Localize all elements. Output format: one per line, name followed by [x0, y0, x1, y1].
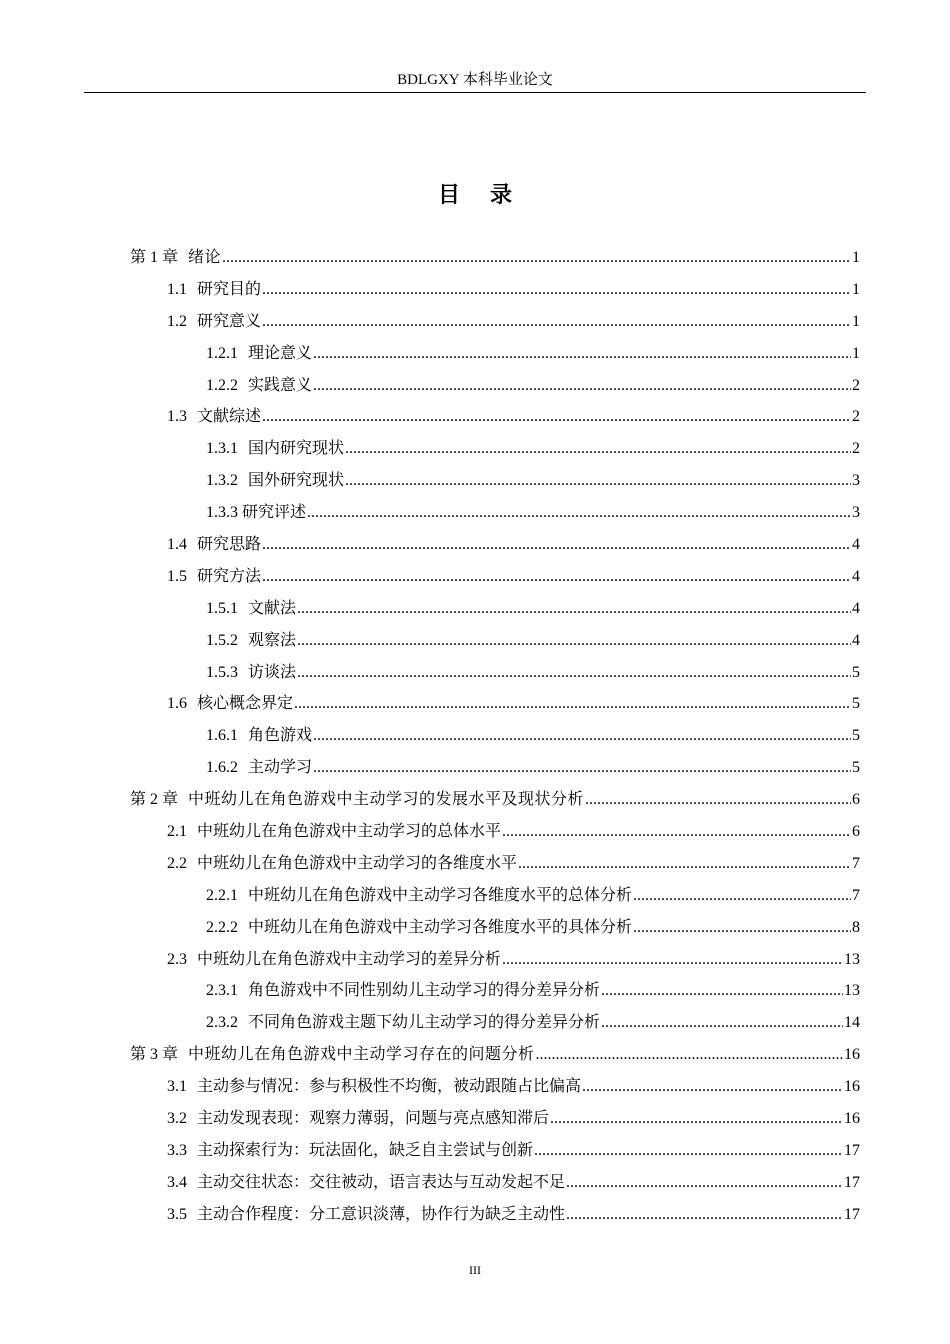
toc-entry-page: 16 [844, 1110, 860, 1128]
toc-entry[interactable] [130, 561, 860, 593]
toc-entry-number: 1.3.1 [206, 440, 238, 458]
toc-entry-page: 16 [844, 1046, 860, 1064]
toc-entry-title: 中班幼儿在角色游戏中主动学习各维度水平的总体分析 [248, 886, 633, 904]
toc-dot-leader [502, 944, 843, 976]
toc-entry[interactable] [130, 975, 860, 1007]
toc-entry[interactable] [130, 1039, 860, 1071]
toc-entry-title: 研究评述 [242, 504, 307, 522]
toc-entry[interactable] [130, 529, 860, 561]
toc-dot-leader [297, 625, 851, 657]
toc-dot-leader [518, 848, 851, 880]
toc-entry-title: 主动学习 [248, 759, 313, 777]
toc-entry-number: 第 3 章 [130, 1046, 179, 1064]
toc-entry-title: 绪论 [188, 249, 222, 266]
toc-entry-title: 中班幼儿在角色游戏中主动学习的总体水平 [197, 823, 502, 841]
toc-dot-leader [633, 912, 851, 944]
toc-entry-page: 13 [844, 950, 860, 968]
toc-entry-number: 1.2.1 [206, 344, 238, 362]
toc-dot-leader [313, 370, 851, 402]
toc-entry[interactable] [130, 688, 860, 720]
toc-entry-number: 1.6 [167, 695, 187, 713]
toc-entry-page: 17 [844, 1173, 860, 1191]
toc-entry-number: 2.2.1 [206, 886, 238, 904]
toc-entry-page: 1 [852, 280, 860, 298]
toc-entry-title: 主动探索行为：玩法固化，缺乏自主尝试与创新 [197, 1141, 534, 1159]
header-rule [84, 92, 866, 93]
running-header: BDLGXY 本科毕业论文 [397, 72, 553, 88]
toc-entry-number: 1.2.2 [206, 376, 238, 394]
toc-entry[interactable] [130, 433, 860, 465]
toc-entry-number: 1.6.2 [206, 759, 238, 777]
toc-entry-page: 5 [852, 663, 860, 681]
toc-entry-page: 5 [852, 759, 860, 777]
toc-entry[interactable] [130, 370, 860, 402]
toc-dot-leader [550, 1103, 843, 1135]
toc-entry-number: 2.1 [167, 823, 187, 841]
toc-dot-leader [601, 975, 843, 1007]
toc-dot-leader [262, 561, 851, 593]
toc-entry-title: 中班幼儿在角色游戏中主动学习存在的问题分析 [188, 1046, 535, 1064]
toc-entry[interactable] [130, 944, 860, 976]
toc-entry[interactable] [130, 1103, 860, 1135]
toc-entry-page: 1 [852, 344, 860, 362]
toc-entry-number: 1.5.1 [206, 599, 238, 617]
toc-entry-page: 1 [852, 249, 860, 266]
toc-entry-number: 1.5 [167, 567, 187, 585]
toc-entry-title: 研究目的 [197, 280, 262, 298]
toc-dot-leader [566, 1199, 843, 1231]
table-of-contents [130, 242, 860, 1231]
toc-dot-leader [536, 1039, 843, 1071]
toc-entry[interactable] [130, 593, 860, 625]
toc-dot-leader [262, 529, 851, 561]
toc-dot-leader [262, 306, 851, 338]
toc-entry-page: 1 [852, 312, 860, 330]
toc-entry-page: 13 [844, 982, 860, 1000]
toc-entry-number: 1.5.3 [206, 663, 238, 681]
toc-entry-title: 研究思路 [197, 536, 262, 554]
toc-entry-title: 观察法 [248, 631, 297, 649]
toc-dot-leader [294, 688, 851, 720]
toc-entry[interactable] [130, 848, 860, 880]
toc-dot-leader [534, 1135, 843, 1167]
toc-dot-leader [297, 593, 851, 625]
toc-entry-title: 国内研究现状 [248, 440, 345, 458]
toc-dot-leader [313, 752, 851, 784]
toc-entry-page: 5 [852, 695, 860, 713]
toc-entry-page: 2 [852, 408, 860, 426]
toc-entry[interactable] [130, 338, 860, 370]
toc-entry-page: 8 [852, 918, 860, 936]
toc-entry-title: 主动合作程度：分工意识淡薄，协作行为缺乏主动性 [197, 1205, 566, 1223]
toc-entry[interactable] [130, 242, 860, 274]
toc-entry-number: 1.6.1 [206, 727, 238, 745]
toc-entry[interactable] [130, 816, 860, 848]
toc-entry-title: 国外研究现状 [248, 472, 345, 490]
toc-entry-page: 4 [852, 599, 860, 617]
toc-entry-title: 角色游戏中不同性别幼儿主动学习的得分差异分析 [248, 982, 601, 1000]
toc-entry-title: 理论意义 [248, 344, 313, 362]
toc-entry-title: 文献法 [248, 599, 297, 617]
toc-entry-number: 2.3.1 [206, 982, 238, 1000]
toc-entry-page: 4 [852, 631, 860, 649]
toc-dot-leader [345, 465, 851, 497]
toc-entry-number: 1.3 [167, 408, 187, 426]
toc-dot-leader [585, 784, 851, 816]
toc-entry-number: 3.1 [167, 1078, 187, 1096]
toc-entry[interactable] [130, 1167, 860, 1199]
toc-dot-leader [297, 657, 851, 689]
toc-entry-number: 1.1 [167, 280, 187, 298]
toc-entry[interactable] [130, 625, 860, 657]
toc-entry-number: 3.5 [167, 1205, 187, 1223]
toc-entry-number: 1.3.2 [206, 472, 238, 490]
toc-entry-page: 2 [852, 376, 860, 394]
toc-entry-page: 7 [852, 854, 860, 872]
toc-dot-leader [307, 497, 851, 529]
toc-entry-title: 不同角色游戏主题下幼儿主动学习的得分差异分析 [248, 1014, 601, 1032]
toc-entry[interactable] [130, 752, 860, 784]
toc-entry[interactable] [130, 657, 860, 689]
toc-entry[interactable] [130, 497, 860, 529]
toc-entry-page: 6 [852, 791, 860, 809]
toc-entry-title: 中班幼儿在角色游戏中主动学习各维度水平的具体分析 [248, 918, 633, 936]
toc-entry[interactable] [130, 720, 860, 752]
toc-dot-leader [566, 1167, 843, 1199]
toc-entry-page: 17 [844, 1205, 860, 1223]
toc-dot-leader [502, 816, 851, 848]
toc-entry-number: 3.4 [167, 1173, 187, 1191]
toc-entry-title: 主动交往状态：交往被动，语言表达与互动发起不足 [197, 1173, 566, 1191]
toc-entry-page: 4 [852, 536, 860, 554]
toc-entry[interactable] [130, 912, 860, 944]
toc-entry-title: 中班幼儿在角色游戏中主动学习的发展水平及现状分析 [188, 791, 585, 809]
toc-entry-number: 3.2 [167, 1110, 187, 1128]
toc-entry-title: 主动发现表现：观察力薄弱，问题与亮点感知滞后 [197, 1110, 550, 1128]
toc-dot-leader [262, 401, 851, 433]
toc-entry-page: 2 [852, 440, 860, 458]
toc-entry-page: 16 [844, 1078, 860, 1096]
page-number: III [469, 1263, 481, 1277]
toc-dot-leader [313, 338, 851, 370]
toc-entry-title: 主动参与情况：参与积极性不均衡，被动跟随占比偏高 [197, 1078, 582, 1096]
toc-entry-title: 实践意义 [248, 376, 313, 394]
toc-entry-title: 研究方法 [197, 567, 262, 585]
toc-entry-number: 1.5.2 [206, 631, 238, 649]
toc-entry[interactable] [130, 401, 860, 433]
toc-entry-page: 6 [852, 823, 860, 841]
toc-entry[interactable] [130, 274, 860, 306]
toc-entry[interactable] [130, 1007, 860, 1039]
toc-entry-page: 4 [852, 567, 860, 585]
toc-entry-page: 17 [844, 1141, 860, 1159]
toc-entry-number: 2.3.2 [206, 1014, 238, 1032]
toc-dot-leader [313, 720, 851, 752]
toc-entry-number: 第 1 章 [130, 249, 179, 266]
toc-entry-number: 1.2 [167, 312, 187, 330]
toc-dot-leader [262, 274, 851, 306]
toc-entry[interactable] [130, 465, 860, 497]
toc-dot-leader [222, 242, 851, 274]
toc-entry-number: 3.3 [167, 1141, 187, 1159]
toc-entry-title: 文献综述 [197, 408, 262, 426]
toc-entry-number: 1.4 [167, 536, 187, 554]
toc-entry[interactable] [130, 306, 860, 338]
toc-entry[interactable] [130, 1199, 860, 1231]
toc-entry-page: 7 [852, 886, 860, 904]
toc-entry-number: 1.3.3 [206, 504, 238, 522]
toc-entry-page: 3 [852, 472, 860, 490]
toc-title: 目录 [437, 182, 542, 207]
toc-dot-leader [633, 880, 851, 912]
toc-dot-leader [601, 1007, 843, 1039]
toc-entry[interactable] [130, 1135, 860, 1167]
toc-entry-title: 访谈法 [248, 663, 297, 681]
toc-entry-title: 角色游戏 [248, 727, 313, 745]
toc-entry-page: 3 [852, 504, 860, 522]
toc-entry-page: 5 [852, 727, 860, 745]
toc-entry-number: 2.2 [167, 854, 187, 872]
toc-entry-title: 中班幼儿在角色游戏中主动学习的各维度水平 [197, 854, 518, 872]
toc-entry-number: 第 2 章 [130, 791, 179, 809]
toc-entry[interactable] [130, 880, 860, 912]
toc-entry-number: 2.2.2 [206, 918, 238, 936]
toc-entry[interactable] [130, 784, 860, 816]
toc-dot-leader [582, 1071, 843, 1103]
toc-entry-title: 中班幼儿在角色游戏中主动学习的差异分析 [197, 950, 502, 968]
toc-entry[interactable] [130, 1071, 860, 1103]
toc-entry-page: 14 [844, 1014, 860, 1032]
toc-entry-number: 2.3 [167, 950, 187, 968]
toc-entry-title: 研究意义 [197, 312, 262, 330]
toc-dot-leader [345, 433, 851, 465]
toc-entry-title: 核心概念界定 [197, 695, 294, 713]
